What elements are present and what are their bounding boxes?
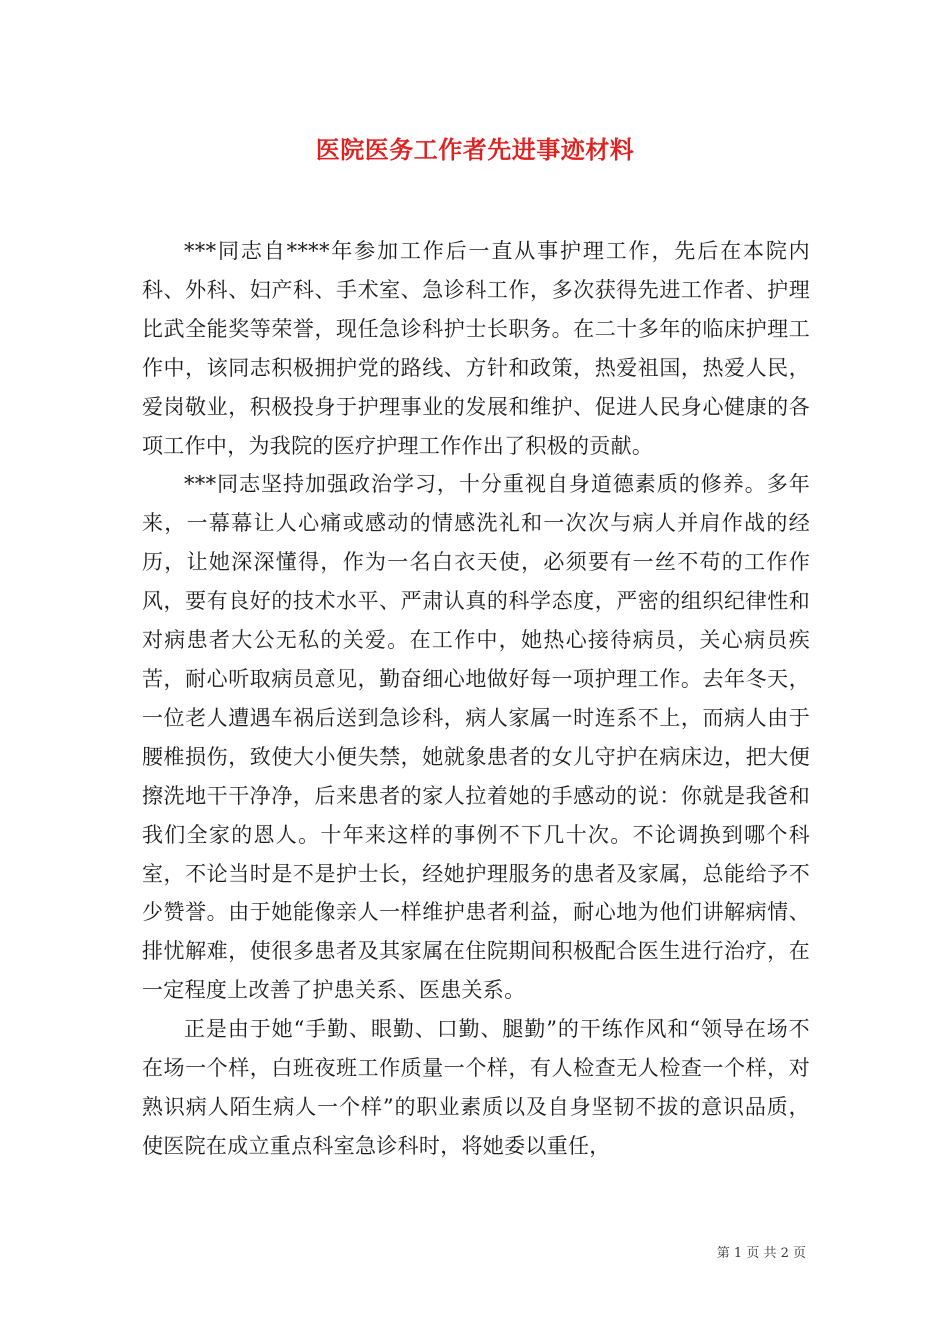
document-body [142, 232, 810, 1166]
paragraph-2: ***同志坚持加强政治学习，十分重视自身道德素质的修养。多年来，一幕幕让人心痛或感动的情感洗礼和一次次与病人并肩作战的经历，让她深深懂得，作为一名白衣天使，必须要有一丝不苟的工作作风，要有良好的技术水平、严肃认真的科学态度，严密的组织纪律性和对病患者大公无私的关爱。在工作中，她热心接待病员，关心病员疾苦，耐心听取病员意见，勤奋细心地做好每一项护理工作。去年冬天，一位老人遭遇车祸后送到急诊科，病人家属一时连系不上，而病人由于腰椎损伤，致使大小便失禁，她就象患者的女儿守护在病床边，把大便擦洗地干干净净，后来患者的家人拉着她的手感动的说：你就是我爸和我们全家的恩人。十年来这样的事例不下几十次。不论调换到哪个科室，不论当时是不是护士长，经她护理服务的患者及家属，总能给予不少赞誉。由于她能像亲人一样维护患者利益，耐心地为他们讲解病情、排忧解难，使很多患者及其家属在住院期间积极配合医生进行治疗，在一定程度上改善了护患关系、医患关系。 [142, 472, 810, 1003]
paragraph-1: ***同志自****年参加工作后一直从事护理工作，先后在本院内科、外科、妇产科、手术室、急诊科工作，多次获得先进工作者、护理比武全能奖等荣誉，现任急诊科护士长职务。在二十多年的临床护理工作中，该同志积极拥护党的路线、方针和政策，热爱祖国，热爱人民，爱岗敬业，积极投身于护理事业的发展和维护、促进人民身心健康的各项工作中，为我院的医疗护理工作作出了积极的贡献。 [142, 239, 810, 458]
paragraph-3: 正是由于她“手勤、眼勤、口勤、腿勤”的干练作风和“领导在场不在场一个样，白班夜班工作质量一个样，有人检查无人检查一个样，对熟识病人陌生病人一个样”的职业素质以及自身坚韧不拔的意识品质，使医院在成立重点科室急诊科时，将她委以重任， [142, 1017, 810, 1158]
page-number: 第 1 页 共 2 页 [716, 1246, 806, 1261]
document-title: 医院医务工作者先进事迹材料 [315, 135, 635, 164]
